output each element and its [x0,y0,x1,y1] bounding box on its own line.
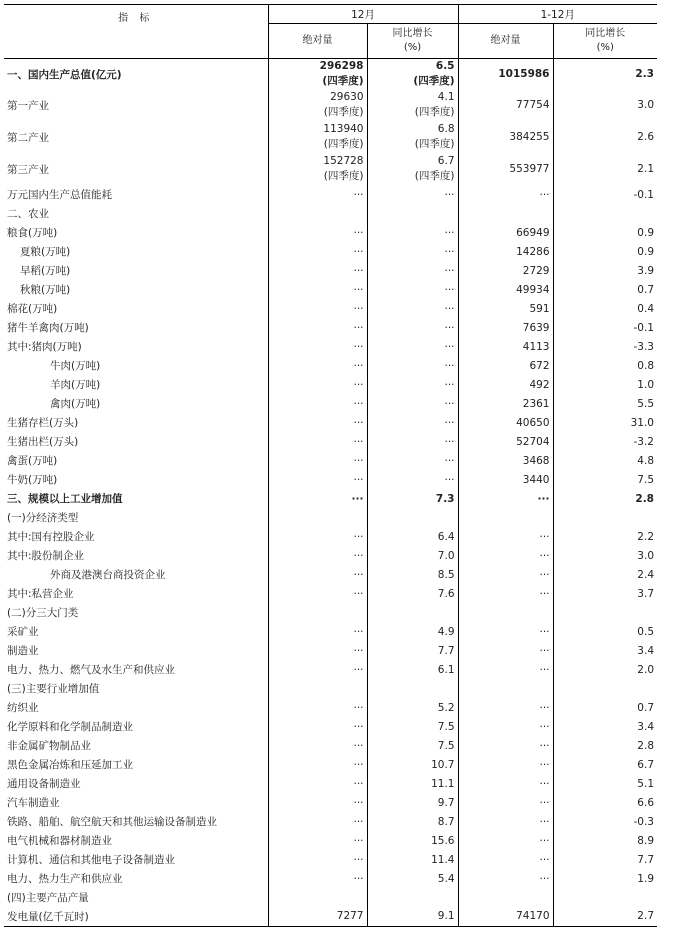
full-yoy-cell: 0.7 [553,280,657,299]
table-row [4,546,657,565]
dec-absolute-cell: ··· [268,280,367,299]
row-label: 电力、热力生产和供应业 [7,873,123,885]
row-label: 外商及港澳台商投资企业 [50,569,166,581]
dec-yoy-cell: 7.0 [367,546,458,565]
full-yoy-cell: 2.1 [553,153,657,185]
full-yoy-cell: 1.9 [553,869,657,888]
table-row [4,318,657,337]
table-row [4,736,657,755]
full-yoy-cell: 0.7 [553,698,657,717]
dec-yoy-cell: ··· [367,299,458,318]
row-label: 一、国内生产总值(亿元) [7,68,122,81]
dec-absolute-cell: ··· [268,185,367,204]
full-yoy-cell: 3.4 [553,717,657,736]
december-header: 12月 [268,5,458,24]
row-label: 牛肉(万吨) [50,360,101,372]
dec-absolute-cell: ··· [268,299,367,318]
full-absolute-cell: ··· [458,812,553,831]
dec-yoy-cell: 9.7 [367,793,458,812]
full-absolute-cell: ··· [458,698,553,717]
full-absolute-cell: ··· [458,489,553,508]
full-absolute-cell: 2361 [458,394,553,413]
table-row [4,489,657,508]
table-row [4,299,657,318]
dec-yoy-cell: 11.1 [367,774,458,793]
dec-yoy-cell: 7.5 [367,736,458,755]
dec-yoy-cell: 6.1 [367,660,458,679]
dec-yoy-cell [367,89,458,121]
table-row [4,850,657,869]
table-row [4,831,657,850]
table-row [4,204,657,223]
cell-value: 6.5 [435,60,455,72]
table-row [4,584,657,603]
dec-yoy-cell: 7.7 [367,641,458,660]
row-label: (四)主要产品产量 [7,892,89,904]
full-yoy-cell: 1.0 [553,375,657,394]
dec-yoy-cell [367,204,458,223]
dec-absolute-cell [268,89,367,121]
table-row [4,907,657,926]
row-label: 采矿业 [7,626,39,638]
row-label: 电力、热力、燃气及水生产和供应业 [7,664,175,676]
full-absolute-cell: 49934 [458,280,553,299]
table-row [4,356,657,375]
table-row [4,242,657,261]
row-label: 其中:猪肉(万吨) [7,341,82,353]
dec-absolute-cell: ··· [268,451,367,470]
full-yoy-cell [553,508,657,527]
dec-absolute-cell: ··· [268,869,367,888]
full-absolute-cell: ··· [458,850,553,869]
dec-absolute-cell: ··· [268,375,367,394]
dec-absolute-cell: ··· [268,717,367,736]
dec-absolute-header: 绝对量 [268,24,367,59]
full-absolute-cell: 74170 [458,907,553,926]
full-absolute-cell: 3440 [458,470,553,489]
full-absolute-cell: ··· [458,793,553,812]
full-yoy-cell: 8.9 [553,831,657,850]
full-absolute-cell [458,204,553,223]
full-absolute-cell: ··· [458,584,553,603]
row-label: 粮食(万吨) [7,227,58,239]
row-label: 羊肉(万吨) [50,379,101,391]
dec-yoy-cell: 6.4 [367,527,458,546]
dec-absolute-cell: ··· [268,698,367,717]
dec-absolute-cell: ··· [268,622,367,641]
row-label: 计算机、通信和其他电子设备制造业 [7,854,175,866]
table-row [4,812,657,831]
full-yoy-cell: -0.3 [553,812,657,831]
dec-absolute-cell: ··· [268,546,367,565]
row-label: 牛奶(万吨) [7,474,58,486]
full-absolute-cell: 52704 [458,432,553,451]
dec-yoy-cell: ··· [367,356,458,375]
row-label: 电气机械和器材制造业 [7,835,112,847]
statistics-table [4,4,657,927]
row-label: 棉花(万吨) [7,303,58,315]
cell-quarter-note: (四季度) [323,138,364,150]
full-yoy-cell: 0.9 [553,242,657,261]
table-row [4,337,657,356]
full-year-header: 1-12月 [458,5,657,24]
dec-absolute-cell: ··· [268,489,367,508]
dec-yoy-cell [367,121,458,153]
full-absolute-cell: ··· [458,622,553,641]
full-absolute-cell: ··· [458,660,553,679]
dec-absolute-cell: ··· [268,223,367,242]
dec-absolute-cell: ··· [268,318,367,337]
cell-value: 152728 [323,155,364,167]
full-yoy-cell: 2.6 [553,121,657,153]
dec-yoy-cell: ··· [367,432,458,451]
cell-quarter-note: (四季度) [414,138,455,150]
row-label: 生猪出栏(万头) [7,436,79,448]
row-label: 第一产业 [7,99,49,112]
full-absolute-cell: ··· [458,717,553,736]
full-absolute-cell: 7639 [458,318,553,337]
dec-yoy-cell: 15.6 [367,831,458,850]
row-label: 禽肉(万吨) [50,398,101,410]
table-row [4,451,657,470]
full-absolute-cell: ··· [458,185,553,204]
row-label: 二、农业 [7,208,49,220]
row-label: 其中:私营企业 [7,588,74,600]
table-row [4,641,657,660]
table-row [4,394,657,413]
dec-absolute-cell: ··· [268,527,367,546]
dec-yoy-cell [367,153,458,185]
full-yoy-cell: 0.4 [553,299,657,318]
full-yoy-cell: 3.0 [553,89,657,121]
full-absolute-cell: ··· [458,565,553,584]
table-row [4,280,657,299]
row-label: 猪牛羊禽肉(万吨) [7,322,89,334]
full-absolute-cell [458,508,553,527]
row-label: (二)分三大门类 [7,607,79,619]
full-yoy-cell: -0.1 [553,318,657,337]
dec-yoy-cell: ··· [367,470,458,489]
dec-yoy-cell: 10.7 [367,755,458,774]
full-yoy-cell [553,888,657,907]
cell-quarter-note: (四季度) [414,106,455,118]
full-yoy-cell: 2.8 [553,736,657,755]
full-yoy-cell: 7.5 [553,470,657,489]
row-label: 制造业 [7,645,39,657]
row-label: 万元国内生产总值能耗 [7,189,112,201]
full-absolute-cell: 672 [458,356,553,375]
dec-absolute-cell: ··· [268,432,367,451]
full-absolute-cell [458,888,553,907]
dec-absolute-cell: ··· [268,470,367,489]
dec-yoy-cell: ··· [367,337,458,356]
dec-absolute-cell [268,204,367,223]
full-absolute-cell: ··· [458,736,553,755]
full-yoy-cell: 2.7 [553,907,657,926]
full-yoy-cell [553,603,657,622]
table-row [4,413,657,432]
full-yoy-cell: 2.4 [553,565,657,584]
dec-absolute-cell [268,679,367,698]
dec-absolute-cell [268,153,367,185]
dec-yoy-cell [367,508,458,527]
cell-value: 4.1 [437,91,455,103]
dec-absolute-cell: ··· [268,755,367,774]
table-row [4,121,657,153]
dec-absolute-cell: ··· [268,736,367,755]
full-absolute-cell: 66949 [458,223,553,242]
cell-value: 6.7 [437,155,455,167]
dec-absolute-cell [268,888,367,907]
full-absolute-cell: 40650 [458,413,553,432]
full-absolute-cell: 77754 [458,89,553,121]
table-row [4,660,657,679]
table-body [4,59,657,927]
dec-yoy-cell: ··· [367,280,458,299]
dec-absolute-cell: ··· [268,831,367,850]
dec-absolute-cell: ··· [268,261,367,280]
dec-yoy-cell: 5.4 [367,869,458,888]
dec-absolute-cell: ··· [268,774,367,793]
full-yoy-cell: 3.9 [553,261,657,280]
full-absolute-cell [458,603,553,622]
full-absolute-cell [458,679,553,698]
row-label: 三、规模以上工业增加值 [7,493,123,505]
full-yoy-header: 同比增长 (%) [553,24,657,59]
full-yoy-cell: 3.4 [553,641,657,660]
full-absolute-cell: 4113 [458,337,553,356]
table-row [4,375,657,394]
full-absolute-cell: ··· [458,869,553,888]
cell-quarter-note: (四季度) [322,75,364,87]
full-yoy-cell: 2.3 [553,59,657,90]
dec-yoy-cell [367,888,458,907]
table-row [4,432,657,451]
dec-yoy-cell: 7.5 [367,717,458,736]
full-absolute-cell: 14286 [458,242,553,261]
table-row [4,527,657,546]
cell-value: 296298 [319,60,364,72]
row-label: 黑色金属冶炼和压延加工业 [7,759,133,771]
full-absolute-cell: 492 [458,375,553,394]
row-label: (一)分经济类型 [7,512,79,524]
dec-absolute-cell: ··· [268,394,367,413]
dec-yoy-cell: ··· [367,242,458,261]
dec-yoy-cell: ··· [367,223,458,242]
cell-value: 113940 [323,123,364,135]
full-yoy-cell: -3.2 [553,432,657,451]
dec-absolute-cell: ··· [268,565,367,584]
full-yoy-cell: 2.8 [553,489,657,508]
full-absolute-header: 绝对量 [458,24,553,59]
dec-yoy-cell: 5.2 [367,698,458,717]
full-absolute-cell: ··· [458,527,553,546]
full-yoy-cell: 5.5 [553,394,657,413]
dec-absolute-cell: ··· [268,584,367,603]
table-row [4,622,657,641]
dec-yoy-cell: 8.7 [367,812,458,831]
table-row [4,717,657,736]
dec-absolute-cell: ··· [268,812,367,831]
full-yoy-cell: 3.7 [553,584,657,603]
dec-absolute-cell: ··· [268,242,367,261]
row-label: 其中:国有控股企业 [7,531,95,543]
dec-yoy-cell: ··· [367,261,458,280]
cell-quarter-note: (四季度) [323,106,364,118]
full-yoy-cell [553,204,657,223]
table-row [4,59,657,90]
full-yoy-cell: 3.0 [553,546,657,565]
full-yoy-cell: 5.1 [553,774,657,793]
dec-yoy-cell [367,679,458,698]
table-row [4,89,657,121]
full-absolute-cell: ··· [458,546,553,565]
dec-yoy-cell: 9.1 [367,907,458,926]
dec-yoy-cell: ··· [367,318,458,337]
indicator-header: 指 标 [4,5,268,59]
dec-absolute-cell: ··· [268,660,367,679]
row-label: 通用设备制造业 [7,778,81,790]
full-absolute-cell: ··· [458,755,553,774]
dec-absolute-cell: ··· [268,641,367,660]
table-row [4,793,657,812]
dec-absolute-cell: ··· [268,356,367,375]
full-absolute-cell: 384255 [458,121,553,153]
dec-absolute-cell [268,121,367,153]
row-label: 发电量(亿千瓦时) [4,907,268,926]
dec-yoy-cell: ··· [367,185,458,204]
table-row [4,774,657,793]
full-absolute-cell: 553977 [458,153,553,185]
full-yoy-cell: 2.2 [553,527,657,546]
full-yoy-cell: 6.6 [553,793,657,812]
full-yoy-cell [553,679,657,698]
row-label: 禽蛋(万吨) [7,455,58,467]
row-label: 非金属矿物制品业 [7,740,91,752]
dec-yoy-cell: 11.4 [367,850,458,869]
dec-absolute-cell [268,59,367,90]
full-yoy-cell: 4.8 [553,451,657,470]
dec-absolute-cell: 7277 [268,907,367,926]
dec-yoy-header: 同比增长 (%) [367,24,458,59]
full-yoy-cell: -0.1 [553,185,657,204]
full-yoy-cell: 2.0 [553,660,657,679]
dec-yoy-cell: 8.5 [367,565,458,584]
cell-value: 29630 [330,91,364,103]
cell-quarter-note: (四季度) [414,170,455,182]
dec-yoy-cell [367,603,458,622]
full-absolute-cell: ··· [458,831,553,850]
dec-absolute-cell [268,603,367,622]
dec-yoy-cell [367,59,458,90]
row-label: 化学原料和化学制品制造业 [7,721,133,733]
cell-quarter-note: (四季度) [413,75,455,87]
table-row [4,869,657,888]
full-yoy-cell: 31.0 [553,413,657,432]
full-absolute-cell: ··· [458,774,553,793]
table-row [4,565,657,584]
row-label: 其中:股份制企业 [7,550,85,562]
full-yoy-cell: 0.8 [553,356,657,375]
full-yoy-cell: 7.7 [553,850,657,869]
dec-yoy-cell: ··· [367,413,458,432]
table-row [4,470,657,489]
row-label: 早稻(万吨) [20,265,71,277]
row-label: 汽车制造业 [7,797,60,809]
full-absolute-cell: 3468 [458,451,553,470]
table-row [4,698,657,717]
dec-yoy-cell: ··· [367,451,458,470]
cell-quarter-note: (四季度) [323,170,364,182]
full-absolute-cell: 1015986 [458,59,553,90]
dec-absolute-cell: ··· [268,850,367,869]
table-row [4,679,657,698]
full-absolute-cell: ··· [458,641,553,660]
row-label: 铁路、船舶、航空航天和其他运输设备制造业 [7,816,217,828]
full-absolute-cell: 2729 [458,261,553,280]
full-absolute-cell: 591 [458,299,553,318]
full-yoy-cell: 0.9 [553,223,657,242]
dec-absolute-cell: ··· [268,793,367,812]
dec-yoy-cell: ··· [367,394,458,413]
table-row [4,261,657,280]
table-row [4,755,657,774]
row-label: 第三产业 [7,163,49,176]
row-label: 秋粮(万吨) [20,284,71,296]
cell-value: 6.8 [437,123,455,135]
row-label: 第二产业 [7,131,49,144]
row-label: 纺织业 [7,702,39,714]
dec-yoy-cell: ··· [367,375,458,394]
row-label: 夏粮(万吨) [20,246,71,258]
full-yoy-cell: 0.5 [553,622,657,641]
dec-absolute-cell: ··· [268,337,367,356]
dec-absolute-cell [268,508,367,527]
table-row [4,223,657,242]
dec-yoy-cell: 4.9 [367,622,458,641]
table-row [4,508,657,527]
dec-absolute-cell: ··· [268,413,367,432]
table-row [4,185,657,204]
table-row [4,603,657,622]
row-label: (三)主要行业增加值 [7,683,100,695]
table-row [4,153,657,185]
full-yoy-cell: -3.3 [553,337,657,356]
row-label: 生猪存栏(万头) [7,417,79,429]
dec-yoy-cell: 7.3 [367,489,458,508]
table-row [4,888,657,907]
full-yoy-cell: 6.7 [553,755,657,774]
dec-yoy-cell: 7.6 [367,584,458,603]
